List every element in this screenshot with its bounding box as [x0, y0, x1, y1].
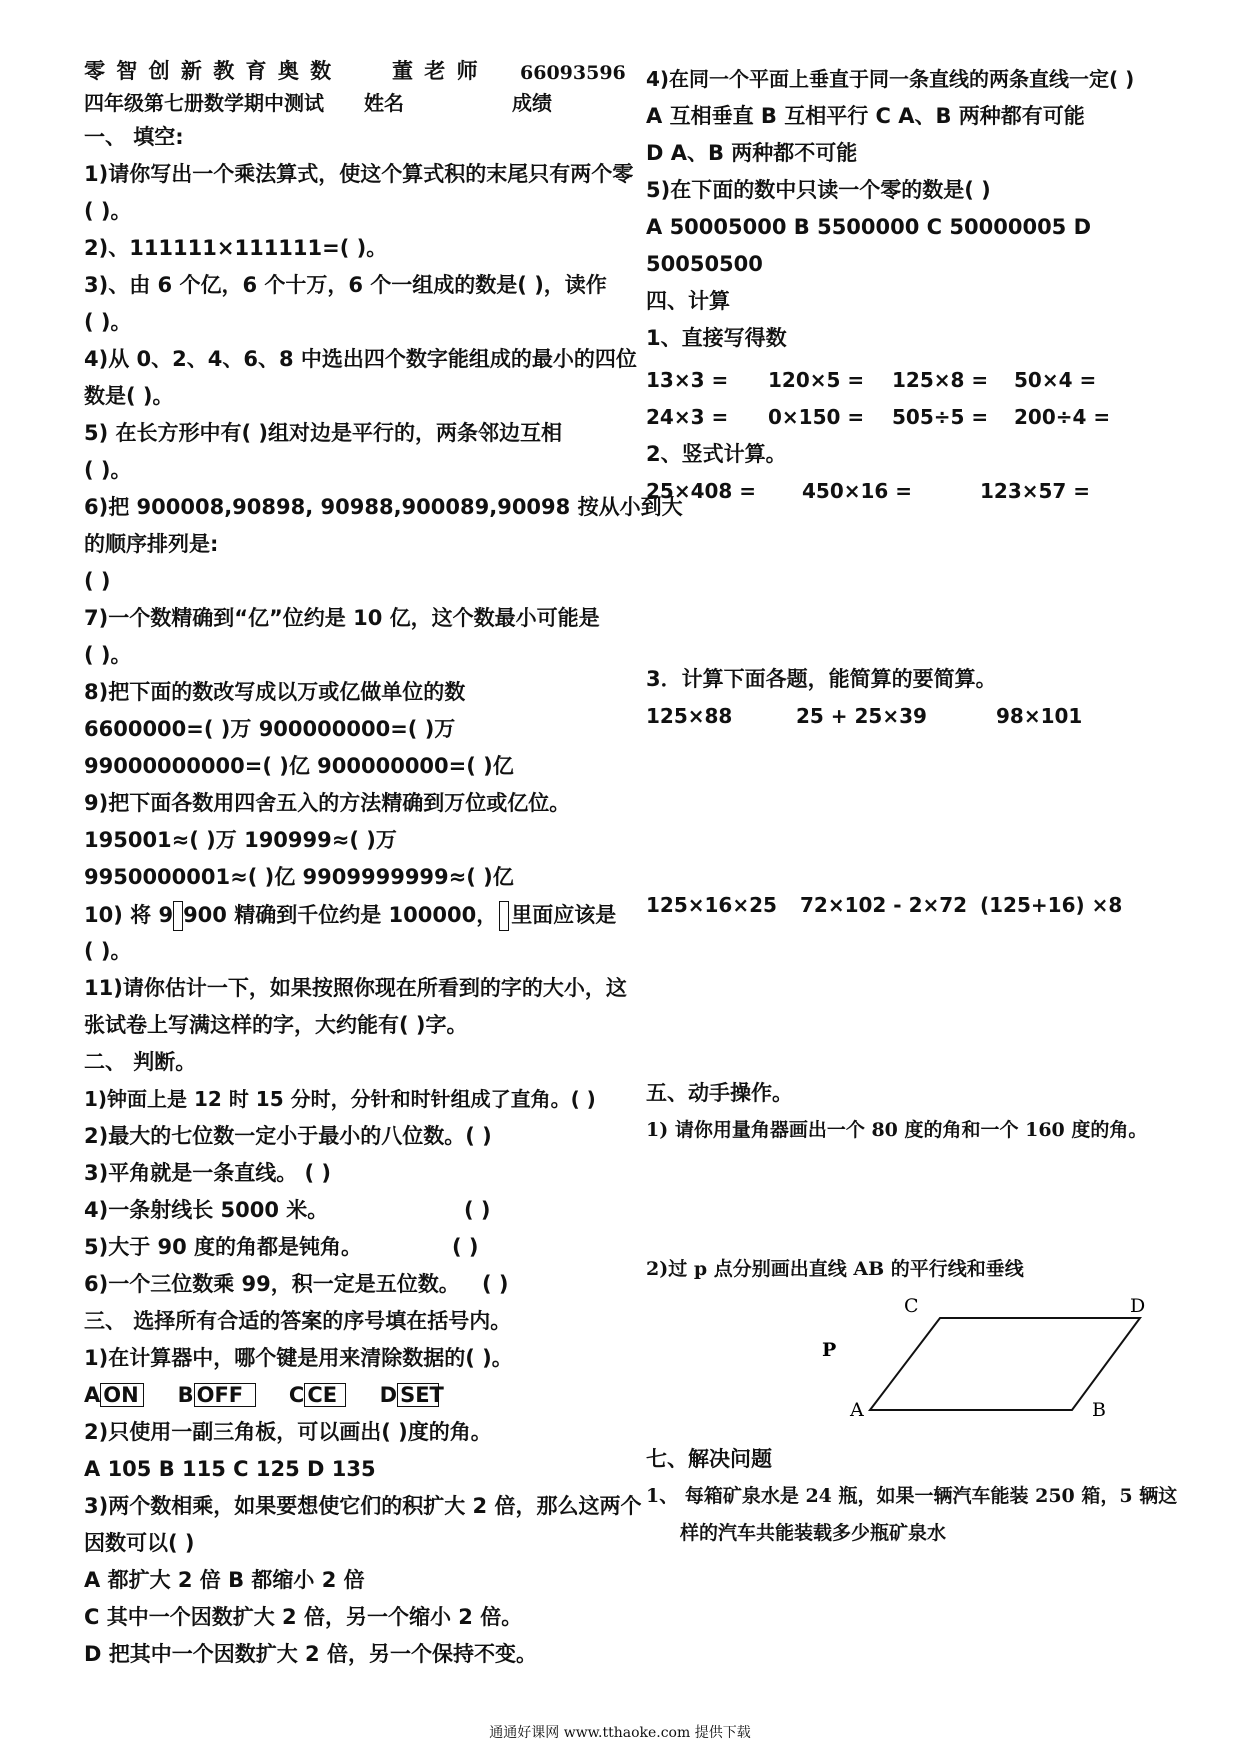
judge-q5-paren: ( ) [452, 1235, 479, 1259]
digit-blank-box [173, 901, 183, 931]
fill-q7-line2: ( )。 [84, 643, 132, 667]
fill-q10-mid: 900 精确到千位约是 100000， [183, 903, 498, 927]
section-choice-title: 三、 选择所有合适的答案的序号填在括号内。 [84, 1309, 512, 1333]
fill-q5-line2: ( )。 [84, 458, 132, 482]
digit-blank-box-ref [499, 901, 509, 931]
choice-q3-line2: 因数可以( ) [84, 1531, 195, 1555]
vertical-calc-item: 25×408 = [646, 479, 757, 503]
fill-q10-line2: ( )。 [84, 939, 132, 963]
fill-q10-line1 [84, 901, 616, 931]
oral-calc-item: 0×150 = [768, 405, 865, 429]
judge-q2: 2)最大的七位数一定小于最小的八位数。( ) [84, 1124, 492, 1148]
choice-q3-option-c: C 其中一个因数扩大 2 倍，另一个缩小 2 倍。 [84, 1605, 523, 1629]
fill-q3-line1: 3)、由 6 个亿，6 个十万，6 个一组成的数是( )，读作 [84, 273, 607, 297]
fill-q2: 2)、111111×111111=( )。 [84, 236, 388, 260]
oral-calc-item: 505÷5 = [892, 405, 989, 429]
key-on: ON [100, 1383, 144, 1407]
fill-q9: 9)把下面各数用四舍五入的方法精确到万位或亿位。 [84, 791, 571, 815]
key-option-a [84, 1383, 144, 1407]
simplify-calc-item: 98×101 [996, 704, 1083, 728]
fill-q10-post: 里面应该是 [511, 903, 617, 927]
header-org: 零 智 创 新 教 育 奥 数 [84, 59, 334, 83]
fill-q9-row2: 9950000001≈( )亿 9909999999≈( )亿 [84, 865, 514, 889]
vertex-a-label: A [850, 1399, 864, 1421]
section-fill-title: 一、 填空: [84, 125, 184, 149]
calc-sub3: 3．计算下面各题，能简算的要简算。 [646, 667, 997, 691]
name-label: 姓名 [364, 91, 404, 115]
choice-q1: 1)在计算器中，哪个键是用来清除数据的( )。 [84, 1346, 513, 1370]
fill-q6-line1: 6)把 900008,90898, 90988,900089,90098 按从小到大 [84, 495, 683, 519]
simplify-calc-item: 125×16×25 [646, 893, 777, 917]
fill-q7-line1: 7)一个数精确到“亿”位约是 10 亿，这个数最小可能是 [84, 606, 600, 630]
judge-q4-paren: ( ) [464, 1198, 491, 1222]
footer-credit: 通通好课网 www.tthaoke.com 提供下载 [489, 1725, 751, 1741]
vertex-d-label: D [1130, 1295, 1146, 1317]
header-phone: 66093596 [520, 62, 626, 84]
fill-q1-line1: 1)请你写出一个乘法算式，使这个算式积的末尾只有两个零 [84, 162, 634, 186]
simplify-calc-item: 72×102 - 2×72 [800, 893, 968, 917]
choice-q3-option-ab: A 都扩大 2 倍 B 都缩小 2 倍 [84, 1568, 365, 1592]
fill-q3-line2: ( )。 [84, 310, 132, 334]
fill-q5-line1: 5) 在长方形中有( )组对边是平行的，两条邻边互相 [84, 421, 563, 445]
section-hands-on-title: 五、动手操作。 [646, 1081, 793, 1105]
oral-calc-item: 50×4 = [1014, 368, 1097, 392]
hands-on-q2: 2)过 p 点分别画出直线 AB 的平行线和垂线 [646, 1258, 1024, 1280]
judge-q5: 5)大于 90 度的角都是钝角。 [84, 1235, 363, 1259]
vertex-b-label: B [1092, 1399, 1106, 1421]
fill-q8-row1: 6600000=( )万 900000000=( )万 [84, 717, 456, 741]
judge-q6: 6)一个三位数乘 99，积一定是五位数。 [84, 1272, 460, 1296]
simplify-calc-item: 125×88 [646, 704, 733, 728]
fill-q6-line3: ( ) [84, 569, 111, 593]
vertical-calc-item: 450×16 = [802, 479, 913, 503]
vertical-calc-item: 123×57 = [980, 479, 1091, 503]
key-letter: D [379, 1383, 398, 1407]
calc-sub1: 1、直接写得数 [646, 326, 787, 350]
key-letter: A [84, 1383, 101, 1407]
calc-sub2: 2、竖式计算。 [646, 442, 787, 466]
oral-calc-item: 120×5 = [768, 368, 865, 392]
key-ce: CE [304, 1383, 346, 1407]
judge-q1: 1)钟面上是 12 时 15 分时，分针和时针组成了直角。( ) [84, 1087, 596, 1111]
key-option-d [379, 1383, 444, 1407]
key-letter: C [288, 1383, 305, 1407]
simplify-calc-item: 25 + 25×39 [796, 704, 927, 728]
section-calc-title: 四、计算 [646, 289, 730, 313]
choice-q4: 4)在同一个平面上垂直于同一条直线的两条直线一定( ) [646, 67, 1135, 91]
oral-calc-item: 125×8 = [892, 368, 989, 392]
parallelogram-shape [870, 1318, 1140, 1410]
header-teacher: 董 老 师 [392, 59, 480, 83]
fill-q8-row2: 99000000000=( )亿 900000000=( )亿 [84, 754, 514, 778]
score-label: 成绩 [512, 91, 552, 115]
fill-q8: 8)把下面的数改写成以万或亿做单位的数 [84, 680, 466, 704]
fill-q4-line1: 4)从 0、2、4、6、8 中选出四个数字能组成的最小的四位 [84, 347, 637, 371]
fill-q1-line2: ( )。 [84, 199, 132, 223]
problem-q1-line2: 样的汽车共能装载多少瓶矿泉水 [680, 1522, 947, 1544]
parallelogram-diagram [800, 1290, 1160, 1430]
key-option-c [289, 1383, 346, 1407]
fill-q9-row1: 195001≈( )万 190999≈( )万 [84, 828, 397, 852]
key-set: SET [397, 1383, 439, 1407]
choice-q3-line1: 3)两个数相乘，如果要想使它们的积扩大 2 倍，那么这两个 [84, 1494, 642, 1518]
choice-q3-option-d: D 把其中一个因数扩大 2 倍，另一个保持不变。 [84, 1642, 537, 1666]
section-judge-title: 二、 判断。 [84, 1050, 197, 1074]
fill-q6-line2: 的顺序排列是: [84, 532, 219, 556]
vertex-c-label: C [904, 1295, 919, 1317]
choice-q5-options: A 50005000 B 5500000 C 50000005 D [646, 215, 1092, 239]
hands-on-q1: 1) 请你用量角器画出一个 80 度的角和一个 160 度的角。 [646, 1119, 1148, 1141]
choice-q5: 5)在下面的数中只读一个零的数是( ) [646, 178, 991, 202]
choice-q4-options-2: D A、B 两种都不可能 [646, 141, 858, 165]
oral-calc-item: 13×3 = [646, 368, 729, 392]
oral-calc-item: 200÷4 = [1014, 405, 1111, 429]
key-option-b [178, 1383, 256, 1407]
judge-q4: 4)一条射线长 5000 米。 [84, 1198, 329, 1222]
judge-q6-paren: ( ) [482, 1272, 509, 1296]
problem-q1-line1: 1、 每箱矿泉水是 24 瓶，如果一辆汽车能装 250 箱，5 辆这 [646, 1485, 1178, 1507]
judge-q3: 3)平角就是一条直线。 ( ) [84, 1161, 332, 1185]
section-problem-title: 七、解决问题 [646, 1447, 772, 1471]
choice-q5-option-d: 50050500 [646, 252, 763, 276]
calculator-keys-row [84, 1382, 444, 1408]
exam-title: 四年级第七册数学期中测试 [84, 91, 324, 115]
fill-q10-pre: 10) 将 9 [84, 903, 174, 927]
point-p-label: P [822, 1339, 837, 1361]
key-letter: B [177, 1383, 194, 1407]
fill-q4-line2: 数是( )。 [84, 384, 174, 408]
oral-calc-item: 24×3 = [646, 405, 729, 429]
choice-q4-options-1: A 互相垂直 B 互相平行 C A、B 两种都有可能 [646, 104, 1085, 128]
choice-q2-options: A 105 B 115 C 125 D 135 [84, 1457, 376, 1481]
fill-q11-line1: 11)请你估计一下，如果按照你现在所看到的字的大小，这 [84, 976, 627, 1000]
fill-q11-line2: 张试卷上写满这样的字，大约能有( )字。 [84, 1013, 468, 1037]
key-off: OFF [194, 1383, 256, 1407]
choice-q2: 2)只使用一副三角板，可以画出( )度的角。 [84, 1420, 492, 1444]
simplify-calc-item: (125+16) ×8 [980, 893, 1123, 917]
